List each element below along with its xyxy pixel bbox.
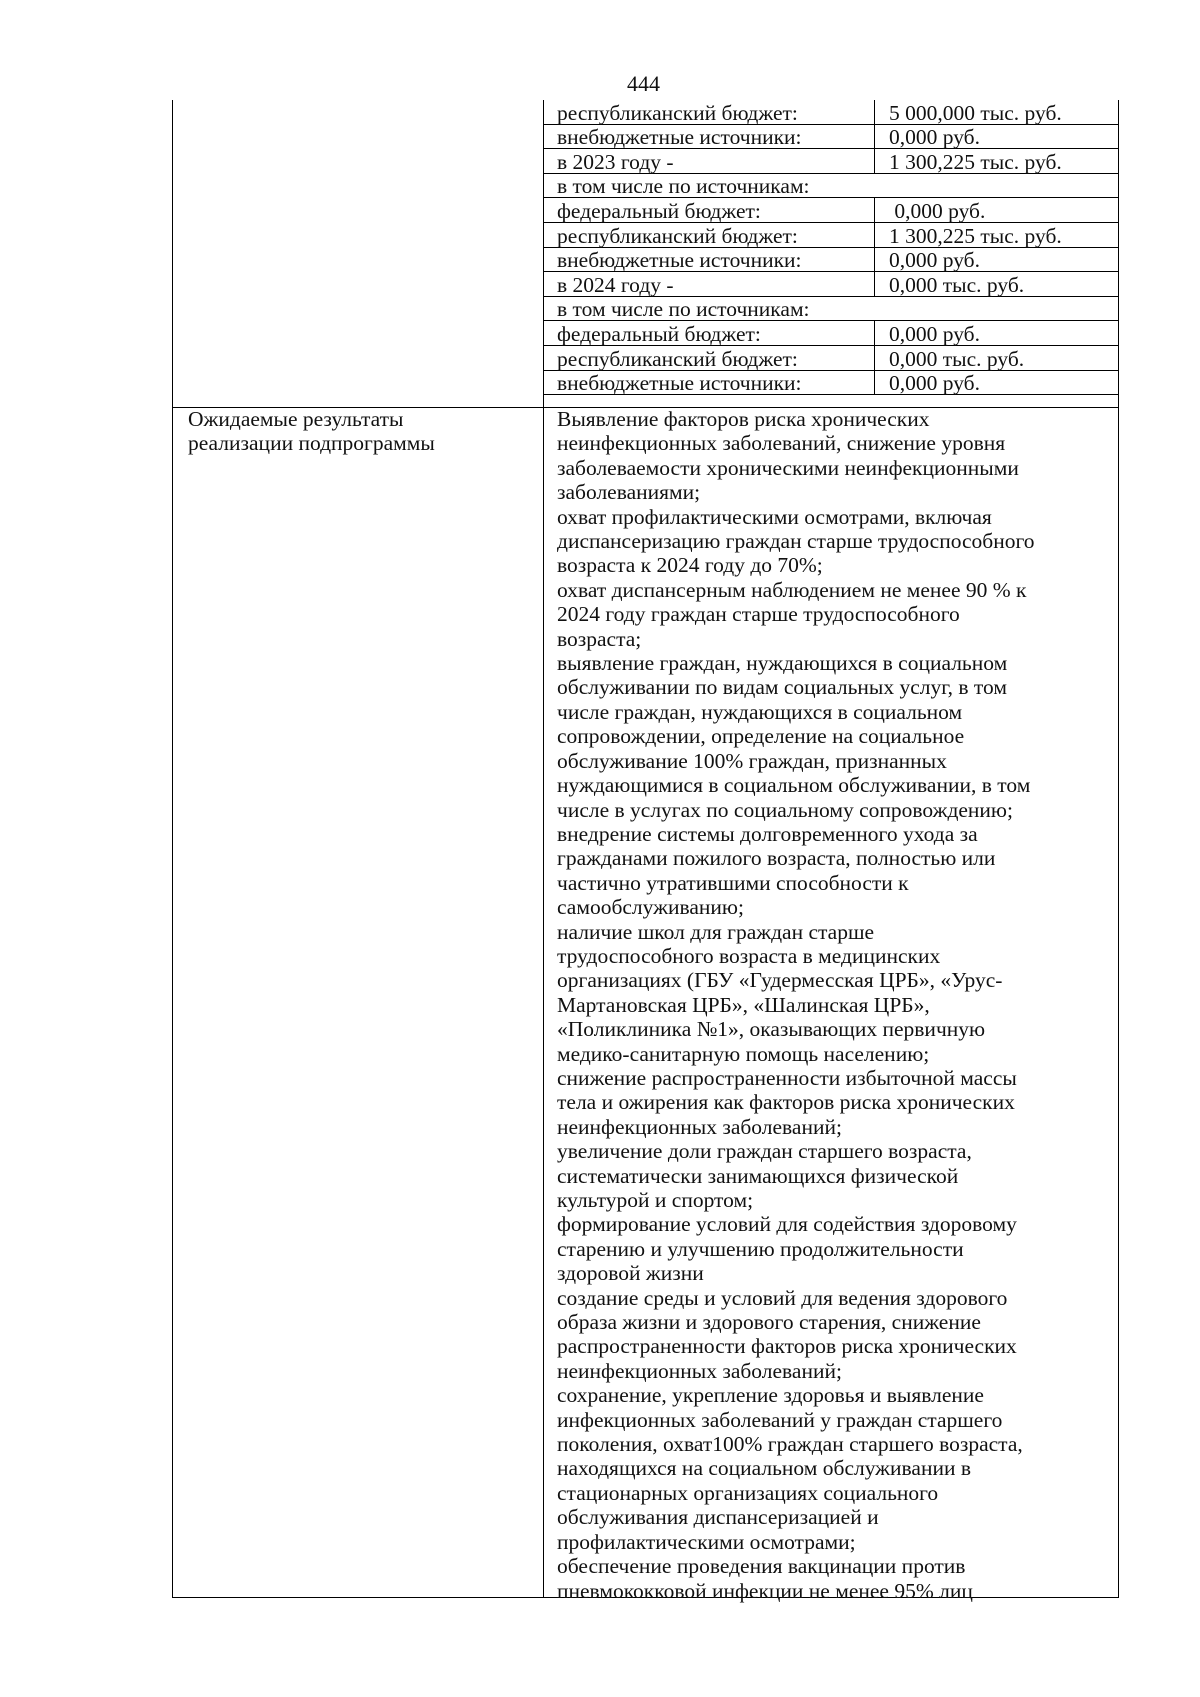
- finance-row-label: внебюджетные источники:: [543, 124, 875, 149]
- finance-row: [543, 345, 1119, 370]
- finance-row-label: в том числе по источникам:: [543, 173, 1119, 198]
- finance-row-value: 0,000 руб.: [875, 321, 1120, 346]
- finance-row-value: 0,000 руб.: [875, 124, 1120, 149]
- finance-row-value: 0,000 руб.: [875, 370, 1120, 395]
- finance-row: [543, 296, 1119, 321]
- finance-row: [543, 272, 1119, 297]
- finance-row-label: республиканский бюджет:: [543, 222, 875, 247]
- finance-row: [543, 173, 1119, 198]
- finance-row-label: внебюджетные источники:: [543, 370, 875, 395]
- finance-row-label: в 2024 году -: [543, 272, 875, 297]
- finance-row-value: 1 300,225 тыс. руб.: [875, 149, 1120, 174]
- finance-row-label: федеральный бюджет:: [543, 198, 875, 223]
- page-number: 444: [627, 71, 660, 96]
- finance-row: [543, 198, 1119, 223]
- finance-table: [543, 100, 1119, 395]
- results-label: Ожидаемые результаты реализации подпрограммы: [188, 407, 435, 456]
- finance-row-label: внебюджетные источники:: [543, 247, 875, 272]
- finance-row: [543, 370, 1119, 395]
- results-text: Выявление факторов риска хронических неинфекционных заболеваний, снижение уровня заболеваемости хроническими неинфекционными заболеваниями; охват профилактическими осмотрами, включая диспансеризацию граждан старше трудоспособного возраста к 2024 году до 70%; охват диспансерным наблюдением не менее 90 % к 2024 году граждан старше трудоспособного возраста; выявление граждан, нуждающихся в социальном обслуживании по видам социальных услуг, в том числе граждан, нуждающихся в социальном сопровождении, определение на социальное обслуживание 100% граждан, признанных нуждающимися в социальном обслуживании, в том числе в услугах по социальному сопровождению; внедрение системы долговременного ухода за гражданами пожилого возраста, полностью или частично утратившими способности к самообслуживанию; наличие школ для граждан старше трудоспособного возраста в медицинских организациях (ГБУ «Гудермесская ЦРБ», «Урус- Мартановская ЦРБ», «Шалинская ЦРБ», «Поликлиника №1», оказывающих первичную медико-санитарную помощь населению; снижение распространенности избыточной массы тела и ожирения как факторов риска хронических неинфекционных заболеваний; увеличение доли граждан старшего возраста, систематически занимающихся физической культурой и спортом; формирование условий для содействия здоровому старению и улучшению продолжительности здоровой жизни создание среды и условий для ведения здорового образа жизни и здорового старения, снижение распространенности факторов риска хронических неинфекционных заболеваний; сохранение, укрепление здоровья и выявление инфекционных заболеваний у граждан старшего поколения, охват100% граждан старшего возраста, находящихся на социальном обслуживании в стационарных организациях социального обслуживания диспансеризацией и профилактическими осмотрами; обеспечение проведения вакцинации против пневмококковой инфекции не менее 95% лиц: [557, 407, 1035, 1603]
- finance-row-value: 0,000 руб.: [875, 198, 1120, 223]
- finance-row-label: в 2023 году -: [543, 149, 875, 174]
- finance-row-label: в том числе по источникам:: [543, 296, 1119, 321]
- finance-row: [543, 222, 1119, 247]
- finance-row-label: республиканский бюджет:: [543, 345, 875, 370]
- finance-row: [543, 321, 1119, 346]
- finance-row-value: 1 300,225 тыс. руб.: [875, 222, 1120, 247]
- finance-row-value: 5 000,000 тыс. руб.: [875, 100, 1120, 124]
- finance-row-value: 0,000 руб.: [875, 247, 1120, 272]
- finance-row-value: 0,000 тыс. руб.: [875, 272, 1120, 297]
- finance-row: [543, 100, 1119, 124]
- finance-row: [543, 124, 1119, 149]
- finance-row: [543, 149, 1119, 174]
- finance-row-label: федеральный бюджет:: [543, 321, 875, 346]
- finance-row-value: 0,000 тыс. руб.: [875, 345, 1120, 370]
- finance-row: [543, 247, 1119, 272]
- finance-row-label: республиканский бюджет:: [543, 100, 875, 124]
